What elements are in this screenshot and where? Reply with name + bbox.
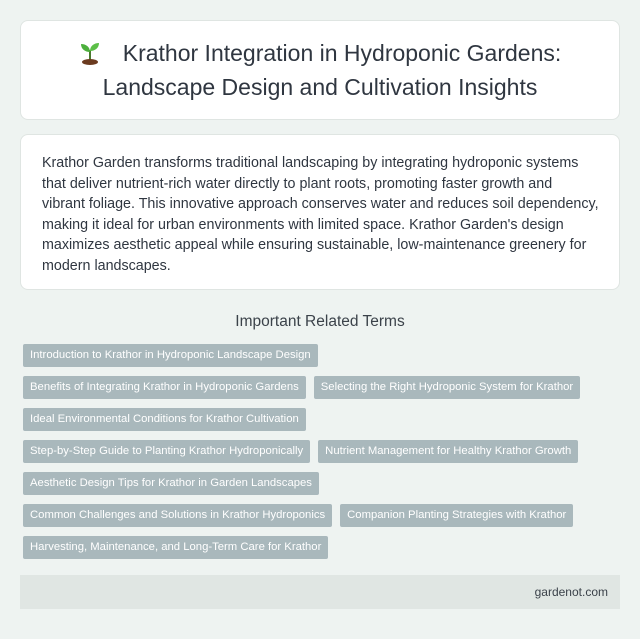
footer-site-link[interactable]: gardenot.com xyxy=(534,585,608,599)
page-title xyxy=(40,38,600,102)
related-terms-list xyxy=(23,344,623,568)
related-terms-heading: Important Related Terms xyxy=(235,313,405,330)
term-tag[interactable]: Benefits of Integrating Krathor in Hydroponic Gardens xyxy=(23,376,306,399)
description-card xyxy=(20,134,620,290)
term-tag[interactable]: Step-by-Step Guide to Planting Krathor Hydroponically xyxy=(23,440,310,463)
term-tag[interactable]: Common Challenges and Solutions in Krathor Hydroponics xyxy=(23,504,332,527)
term-row xyxy=(23,440,623,463)
term-row xyxy=(23,344,623,367)
title-text: Krathor Integration in Hydroponic Gardens: Landscape Design and Cultivation Insights xyxy=(102,40,562,100)
term-row xyxy=(23,472,623,495)
term-row xyxy=(23,376,623,399)
title-card xyxy=(20,20,620,120)
sprout-icon xyxy=(79,41,101,72)
term-tag[interactable]: Selecting the Right Hydroponic System for Krathor xyxy=(314,376,580,399)
term-tag[interactable]: Introduction to Krathor in Hydroponic Landscape Design xyxy=(23,344,318,367)
term-tag[interactable]: Ideal Environmental Conditions for Krathor Cultivation xyxy=(23,408,306,431)
term-tag[interactable]: Harvesting, Maintenance, and Long-Term Care for Krathor xyxy=(23,536,328,559)
footer xyxy=(20,575,620,609)
term-tag[interactable]: Companion Planting Strategies with Krathor xyxy=(340,504,573,527)
term-tag[interactable]: Aesthetic Design Tips for Krathor in Garden Landscapes xyxy=(23,472,319,495)
term-tag[interactable]: Nutrient Management for Healthy Krathor Growth xyxy=(318,440,578,463)
description-text: Krathor Garden transforms traditional landscaping by integrating hydroponic systems that deliver nutrient-rich water directly to plant roots, promoting faster growth and vibrant foliage. This innovative approach conserves water and reduces soil dependency, making it ideal for urban environments with limited space. Krathor Garden's design maximizes aesthetic appeal while ensuring sustainable, low-maintenance greenery for modern landscapes. xyxy=(42,155,599,274)
term-row xyxy=(23,408,623,431)
term-row xyxy=(23,504,623,527)
term-row xyxy=(23,536,623,559)
